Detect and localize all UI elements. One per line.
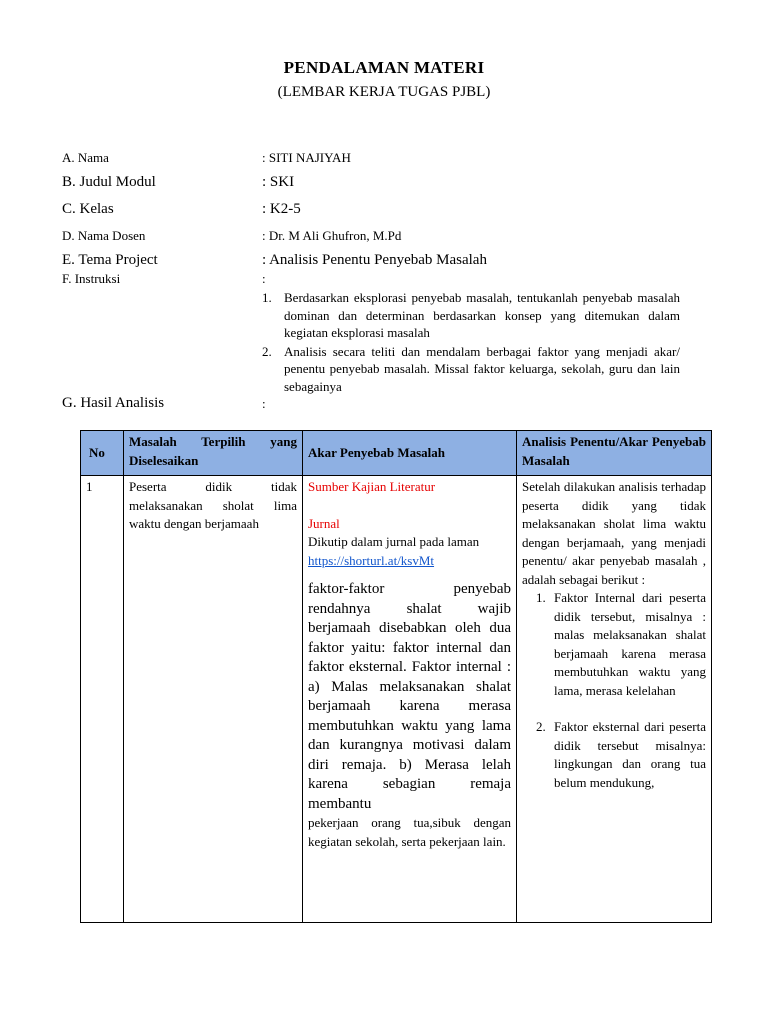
field-value-hasil-analisis: : xyxy=(262,396,266,411)
source-label: Sumber Kajian Literatur xyxy=(308,479,436,494)
field-label-tema-project: E. Tema Project xyxy=(62,252,158,268)
instruction-text: Berdasarkan eksplorasi penyebab masalah, tentukanlah penyebab masalah dominan dan determinan berdasarkan konsep yang ditemukan dalam kegiatan eksplorasi masalah xyxy=(284,290,680,340)
header-akar-penyebab: Akar Penyebab Masalah xyxy=(303,431,517,476)
journal-link[interactable]: https://shorturl.at/ksvMt xyxy=(308,552,435,568)
field-value-instruksi: : xyxy=(262,271,266,286)
instruction-text: Analisis secara teliti dan mendalam berbagai faktor yang menjadi akar/ penentu penyebab masalah. Missal faktor keluarga, sekolah, guru dan lain sebagainya xyxy=(284,343,680,394)
source-type-label: Jurnal xyxy=(308,515,340,531)
instruction-list xyxy=(262,289,680,395)
analisis-item-text: Faktor Internal dari peserta didik tersebut, misalnya : malas melaksanakan shalat berjamaah karena merasa membutuhkan waktu yang lama, merasa kelelahan xyxy=(554,590,706,698)
instruction-number: 2. xyxy=(262,343,272,359)
instruction-item xyxy=(262,289,680,342)
cell-no: 1 xyxy=(81,476,124,923)
field-label-instruksi: F. Instruksi xyxy=(62,271,121,286)
instruction-number: 1. xyxy=(262,290,272,305)
analisis-item-text: Faktor eksternal dari peserta didik tersebut misalnya: lingkungan dan orang tua belum mendukung, xyxy=(554,719,706,790)
field-label-judul-modul: B. Judul Modul xyxy=(62,174,156,190)
analisis-list-item xyxy=(522,589,706,700)
akar-body-text: faktor-faktor penyebab rendahnya shalat wajib berjamaah disebabkan oleh dua faktor yaitu: faktor internal dan faktor eksternal. Faktor internal : a) Malas melaksanakan shalat berjamaah karena merasa membutuhkan waktu yang lama dan kurangnya motivasi dalam diri remaja. b) Merasa lelah karena sebagian remaja membantu xyxy=(308,581,511,812)
field-value-nama: : SITI NAJIYAH xyxy=(262,150,351,165)
cell-masalah: Peserta didik tidak melaksanakan sholat lima waktu dengan berjamaah xyxy=(124,476,303,923)
table-row xyxy=(81,476,712,923)
cell-akar-penyebab xyxy=(303,476,517,923)
table-header-row xyxy=(81,431,712,476)
analisis-intro: Setelah dilakukan analisis terhadap peserta didik yang tidak melaksanakan sholat lima waktu dengan berjamaah, yang menjadi penentu/ akar penyebab masalah , adalah sebagai berikut : xyxy=(522,479,706,587)
instruction-item xyxy=(262,343,680,396)
header-no: No xyxy=(81,431,124,476)
analisis-item-number: 2. xyxy=(536,719,546,734)
header-masalah: Masalah Terpilih yang Diselesaikan xyxy=(124,431,303,476)
field-label-kelas: C. Kelas xyxy=(62,201,114,217)
document-title: PENDALAMAN MATERI xyxy=(283,58,485,77)
field-label-hasil-analisis: G. Hasil Analisis xyxy=(62,395,165,411)
analisis-item-number: 1. xyxy=(536,590,546,605)
akar-body-text-small: pekerjaan orang tua,sibuk dengan kegiatan sekolah, serta pekerjaan lain. xyxy=(308,815,511,849)
analysis-table xyxy=(80,430,712,923)
cited-text: Dikutip dalam jurnal pada laman xyxy=(308,534,480,549)
field-value-nama-dosen: : Dr. M Ali Ghufron, M.Pd xyxy=(262,228,402,243)
field-value-kelas: : K2-5 xyxy=(262,201,301,217)
header-analisis: Analisis Penentu/Akar Penyebab Masalah xyxy=(517,431,712,476)
field-value-judul-modul: : SKI xyxy=(262,174,295,190)
field-label-nama: A. Nama xyxy=(62,150,109,165)
field-label-nama-dosen: D. Nama Dosen xyxy=(62,228,146,243)
field-value-tema-project: : Analisis Penentu Penyebab Masalah xyxy=(262,252,487,268)
analisis-list-item xyxy=(522,718,706,792)
document-subtitle: (LEMBAR KERJA TUGAS PJBL) xyxy=(277,84,491,100)
cell-analisis xyxy=(517,476,712,923)
